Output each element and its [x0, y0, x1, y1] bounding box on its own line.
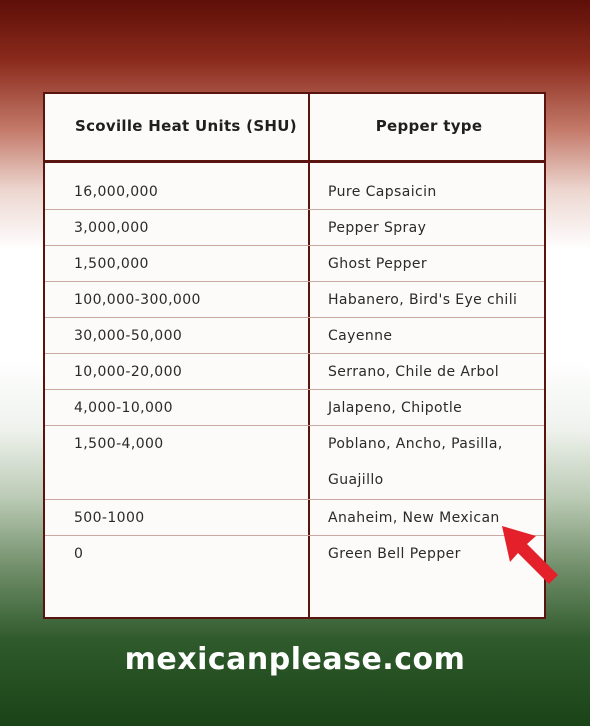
pepper-cell: Pure Capsaicin	[328, 184, 437, 200]
table-row	[45, 536, 544, 619]
table-header	[45, 94, 544, 163]
pepper-cell: Poblano, Ancho, Pasilla, Guajillo	[328, 436, 503, 488]
table-row	[45, 282, 544, 318]
shu-cell: 16,000,000	[74, 184, 159, 200]
shu-cell: 100,000-300,000	[74, 292, 201, 308]
table-row	[45, 174, 544, 210]
pepper-cell: Serrano, Chile de Arbol	[328, 364, 499, 380]
header-shu: Scoville Heat Units (SHU)	[75, 117, 297, 135]
shu-cell: 3,000,000	[74, 220, 149, 236]
table-row	[45, 390, 544, 426]
shu-cell: 4,000-10,000	[74, 400, 173, 416]
table-row	[45, 210, 544, 246]
pepper-cell: Ghost Pepper	[328, 256, 428, 272]
shu-cell: 0	[74, 546, 84, 562]
shu-cell: 500-1000	[74, 510, 145, 526]
pepper-cell: Habanero, Bird's Eye chili	[328, 292, 518, 308]
scoville-table	[43, 92, 546, 619]
shu-cell: 1,500-4,000	[74, 436, 164, 452]
pepper-cell: Anaheim, New Mexican	[328, 510, 500, 526]
shu-cell: 30,000-50,000	[74, 328, 183, 344]
pepper-cell: Pepper Spray	[328, 220, 427, 236]
shu-cell: 1,500,000	[74, 256, 149, 272]
pepper-cell: Jalapeno, Chipotle	[328, 400, 463, 416]
pepper-cell: Green Bell Pepper	[328, 546, 461, 562]
pepper-cell: Cayenne	[328, 328, 393, 344]
red-arrow-icon	[496, 522, 566, 592]
header-pepper-type: Pepper type	[375, 117, 483, 135]
table-row	[45, 354, 544, 390]
shu-cell: 10,000-20,000	[74, 364, 183, 380]
table-row	[45, 246, 544, 282]
table-row	[45, 318, 544, 354]
site-brand: mexicanplease.com	[124, 642, 466, 677]
table-row-highlighted	[45, 500, 544, 536]
table-row	[45, 426, 544, 500]
